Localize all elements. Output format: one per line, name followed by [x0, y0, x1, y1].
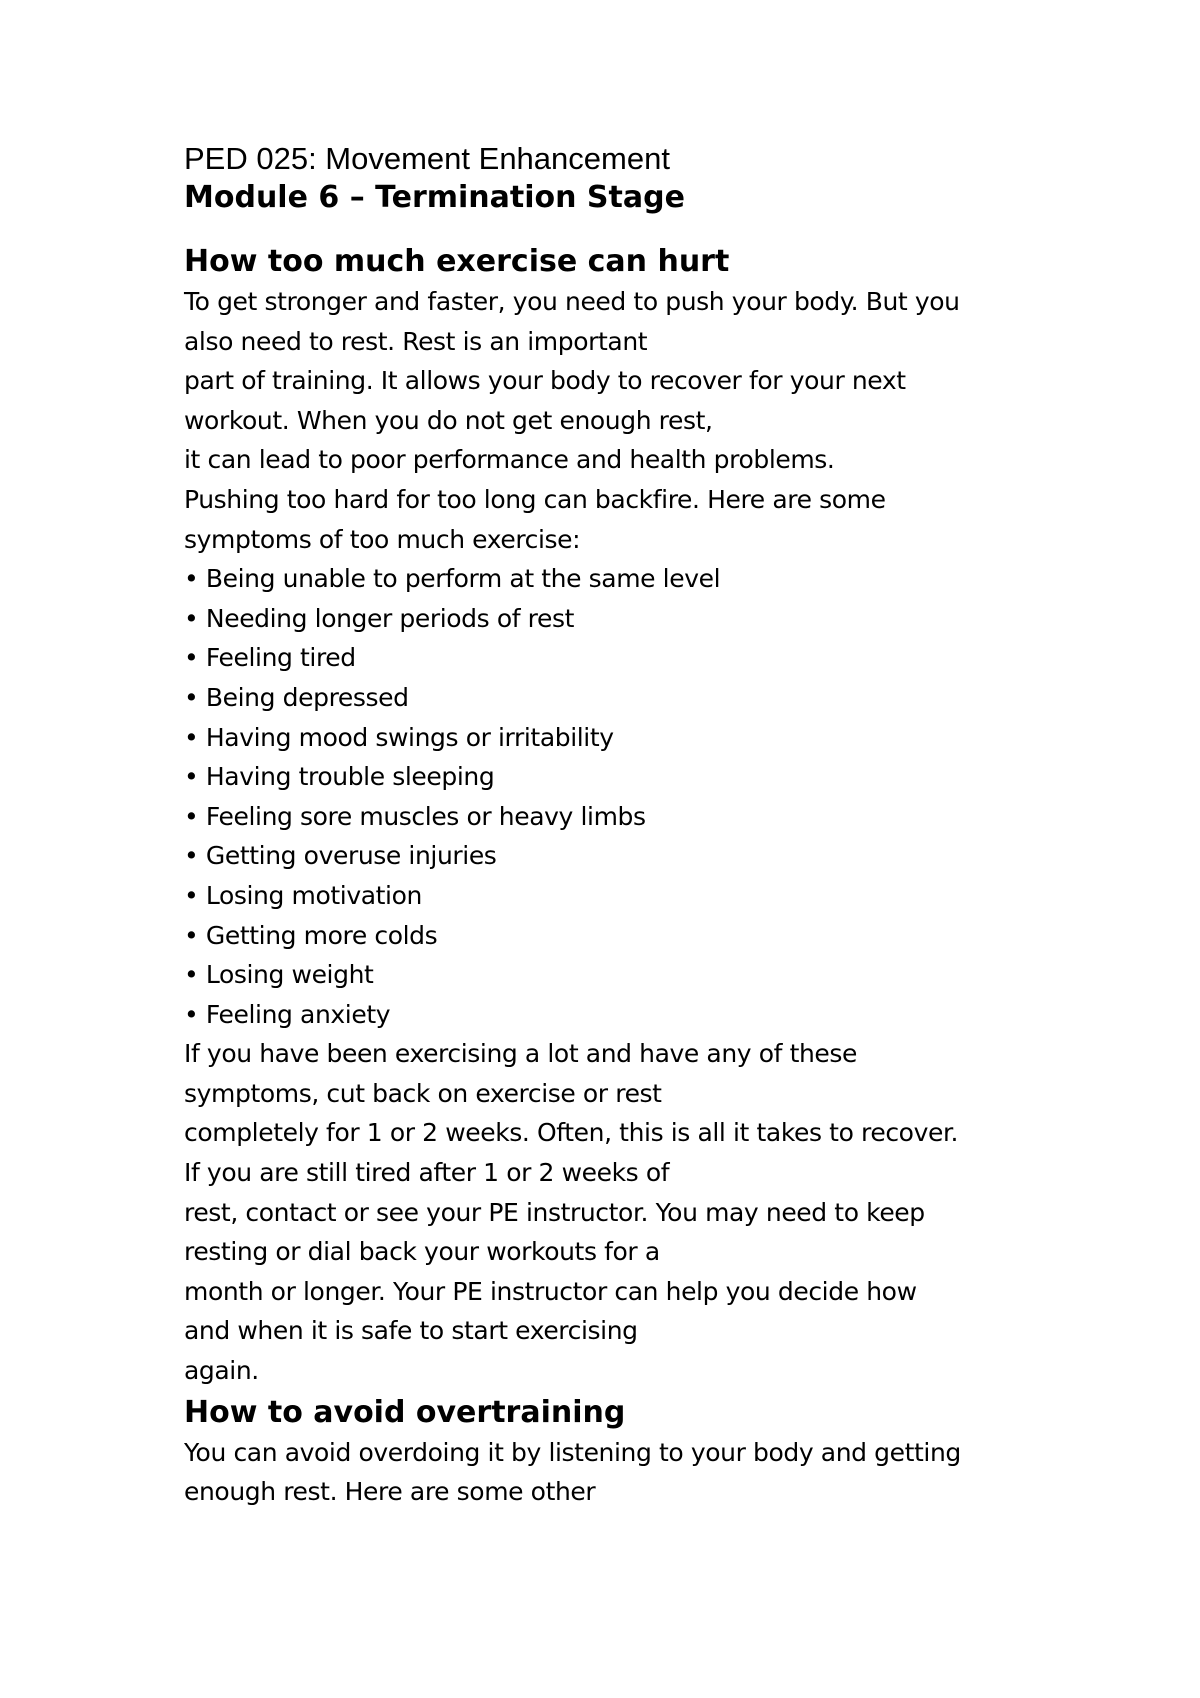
text-line: symptoms, cut back on exercise or rest: [184, 1078, 662, 1108]
bullet-icon: [184, 841, 206, 870]
list-item: [184, 836, 1084, 876]
document-page: [184, 140, 1084, 1512]
list-item: [184, 916, 1084, 956]
bullet-icon: [184, 1000, 206, 1029]
closing-paragraph: [184, 1034, 1084, 1390]
symptom-text: Feeling sore muscles or heavy limbs: [205, 801, 646, 831]
list-item: [184, 678, 1084, 718]
intro-paragraph: [184, 282, 1084, 559]
symptom-text: Feeling anxiety: [205, 999, 391, 1029]
text-line: Pushing too hard for too long can backfire. Here are some: [184, 484, 886, 514]
text-line: If you are still tired after 1 or 2 weeks of: [184, 1158, 670, 1188]
text-line: You can avoid overdoing it by listening to your body and getting: [184, 1437, 961, 1467]
section-too-much-exercise: [184, 242, 1084, 1391]
symptom-text: Losing weight: [205, 960, 374, 990]
bullet-icon: [184, 604, 206, 633]
bullet-icon: [184, 643, 206, 672]
symptom-text: Getting more colds: [205, 920, 438, 950]
text-line: rest, contact or see your PE instructor. You may need to keep: [184, 1197, 925, 1227]
symptom-text: Feeling tired: [205, 643, 356, 673]
text-line: part of training. It allows your body to recover for your next: [184, 366, 906, 396]
bullet-icon: [184, 723, 206, 752]
text-line: If you have been exercising a lot and have any of these: [184, 1039, 858, 1069]
list-item: [184, 797, 1084, 837]
symptom-text: Being depressed: [205, 682, 409, 712]
course-title: PED 025: Movement Enhancement: [184, 141, 670, 176]
text-line: completely for 1 or 2 weeks. Often, this is all it takes to recover.: [184, 1118, 959, 1148]
bullet-icon: [184, 802, 206, 831]
text-line: also need to rest. Rest is an important: [184, 326, 648, 356]
text-line: resting or dial back your workouts for a: [184, 1237, 660, 1267]
text-line: and when it is safe to start exercising: [184, 1316, 638, 1346]
symptom-text: Needing longer periods of rest: [205, 603, 574, 633]
section-heading: How too much exercise can hurt: [184, 244, 730, 279]
text-line: again.: [184, 1356, 259, 1386]
text-line: To get stronger and faster, you need to push your body. But you: [184, 287, 960, 316]
module-title: Module 6 – Termination Stage: [184, 180, 685, 215]
text-line: workout. When you do not get enough rest,: [184, 405, 713, 435]
list-item: [184, 757, 1084, 797]
text-line: it can lead to poor performance and health problems.: [184, 445, 835, 475]
symptom-text: Having trouble sleeping: [205, 762, 495, 792]
list-item: [184, 559, 1084, 599]
list-item: [184, 955, 1084, 995]
list-item: [184, 599, 1084, 639]
list-item: [184, 638, 1084, 678]
section-avoid-overtraining: [184, 1393, 1084, 1512]
bullet-icon: [184, 881, 206, 910]
bullet-icon: [184, 921, 206, 950]
symptom-text: Having mood swings or irritability: [205, 722, 614, 752]
symptom-text: Losing motivation: [205, 880, 422, 910]
bullet-icon: [184, 683, 206, 712]
section-heading: How to avoid overtraining: [184, 1394, 626, 1430]
bullet-icon: [184, 960, 206, 989]
list-item: [184, 995, 1084, 1035]
text-line: month or longer. Your PE instructor can help you decide how: [184, 1276, 917, 1306]
bullet-icon: [184, 762, 206, 791]
symptom-list: [184, 559, 1084, 1034]
list-item: [184, 718, 1084, 758]
text-line: symptoms of too much exercise:: [184, 524, 581, 554]
symptom-text: Getting overuse injuries: [205, 841, 497, 871]
bullet-icon: [184, 564, 206, 593]
symptom-text: Being unable to perform at the same level: [205, 564, 721, 594]
text-line: enough rest. Here are some other: [184, 1477, 596, 1507]
list-item: [184, 876, 1084, 916]
